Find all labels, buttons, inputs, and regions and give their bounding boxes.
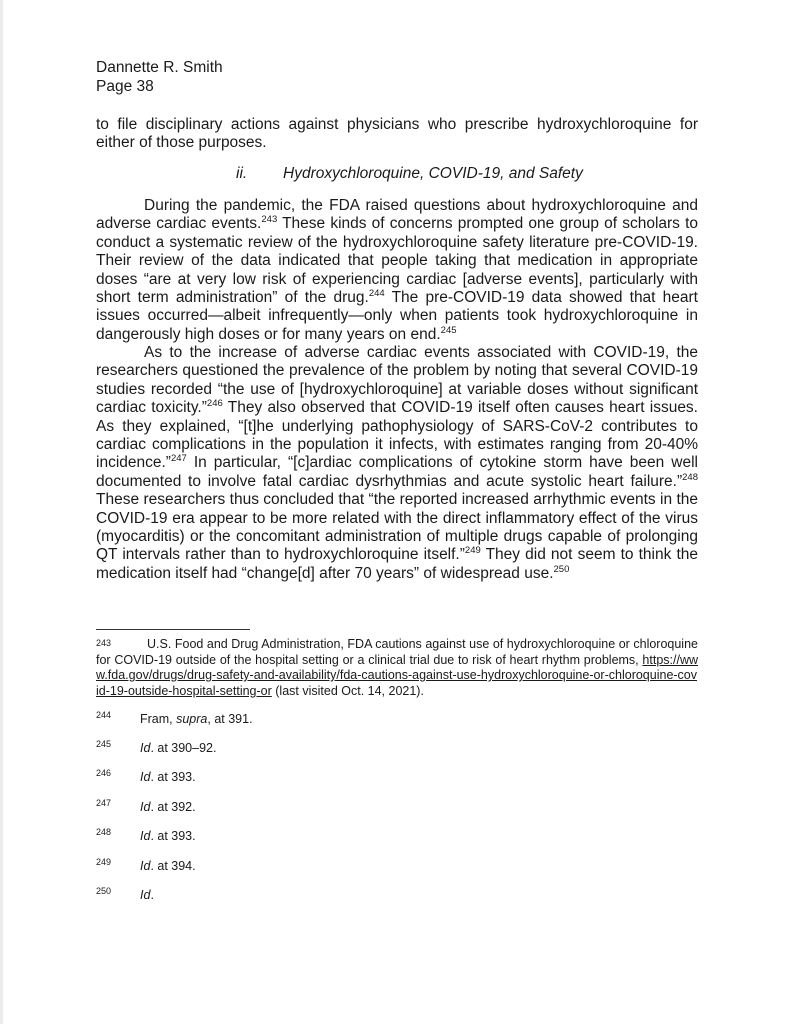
footnote-number: 247 [96,798,112,808]
footnote-number: 243 [96,638,112,648]
paragraph-2 [96,344,698,583]
footnote-reference[interactable]: 243 [261,214,278,226]
footnote-text: U.S. Food and Drug Administration, FDA cautions against use of hydroxychloroquine or chloroquine for COVID-19 outside of the hospital setting or a clinical trial due to risk of heart rhythm problems, [96,637,698,667]
paragraph-text: As to the increase of adverse cardiac events associated with COVID-19, the researchers questioned the prevalence of the problem by noting that several COVID-19 studies recorded “the use of [hydroxychloroquine] at variable doses without significant cardiac toxicity.”$^{246}$ They also observed that COVID-19 itself often causes heart issues. As they explained, “[t]he underlying pathophysiology of SARS-CoV-2 contributes to cardiac complications in the population it infects, with estimates ranging from 20-40% incidence.”$^{247}$ In particular, “[c]ardiac complications of cytokine storm have been well documented to involve fatal cardiac dysrhythmias and acute systolic heart failure.”$^{248}$ These researchers thus concluded that “the reported increased arrhythmic events in the COVID-19 era appear to be more related with the direct inflammatory effect of the virus (myocarditis) or the concomitant administration of multiple drugs capable of prolonging QT intervals rather than to hydroxychloroquine itself.”$^{249}$ They did not seem to think the medication itself had “change[d] after 70 years” of widespread use.$^{250}$ [96,344,698,582]
footnote-number: 244 [96,710,112,720]
intro-text: to file disciplinary actions against physicians who prescribe hydroxychloroquine for either of those purposes. [96,116,698,152]
footnote-text: Id. at 393. [140,770,196,784]
footnote-reference[interactable]: 244 [368,287,385,299]
footnote-reference[interactable]: 250 [553,563,570,575]
paragraph-1 [96,197,698,344]
footnote-reference[interactable]: 247 [170,453,187,465]
footnote-reference[interactable]: 246 [206,398,223,410]
footnote-number: 250 [96,886,112,896]
intro-paragraph [96,116,698,153]
footnote-text: Fram, supra, at 391. [140,712,253,726]
page-number: Page 38 [96,78,154,95]
scan-edge [0,0,3,1024]
footnote-number: 249 [96,857,112,867]
footnote-text: Id. at 394. [140,859,196,873]
paragraph-text: During the pandemic, the FDA raised questions about hydroxychloroquine and adverse cardiac events.$^{243}$ These kinds of concerns prompted one group of scholars to conduct a systematic review of the hydroxychloroquine safety literature pre-COVID-19. Their review of the data indicated that people taking that medication in appropriate doses “are at very low risk of experiencing cardiac [adverse events], particularly with short term administration” of the drug.$^{244}$ The pre-COVID-19 data showed that heart issues occurred—albeit infrequently—only when patients took hydroxychloroquine in dangerously high doses or for many years on end.$^{245}$ [96,197,698,343]
footnote-number: 248 [96,827,112,837]
footnote-text: Id. at 392. [140,800,196,814]
footnote-text: Id. at 393. [140,829,196,843]
footnote-number: 246 [96,768,112,778]
footnote-text: Id. [140,888,154,902]
section-heading [236,165,583,183]
footnote-reference[interactable]: 248 [682,471,698,483]
footnote-separator [96,629,250,630]
fda-link[interactable]: https://www.fda.gov/drugs/drug-safety-and-availability/fda-cautions-against-use-hydroxychloroquine-or-chloroquine-covid-19-outside-hospital-setting-or [96,652,698,698]
footnote-text-after: (last visited Oct. 14, 2021). [271,683,424,698]
footnote-text: Id. at 390–92. [140,741,217,755]
footnote-243 [96,637,698,699]
letter-header [96,58,223,96]
footnote-reference[interactable]: 249 [464,545,481,557]
recipient-name: Dannette R. Smith [96,59,223,76]
footnote-number: 245 [96,739,112,749]
section-number: ii. [236,165,248,182]
footnote-reference[interactable]: 245 [440,324,457,336]
section-title: Hydroxychloroquine, COVID-19, and Safety [283,165,583,182]
